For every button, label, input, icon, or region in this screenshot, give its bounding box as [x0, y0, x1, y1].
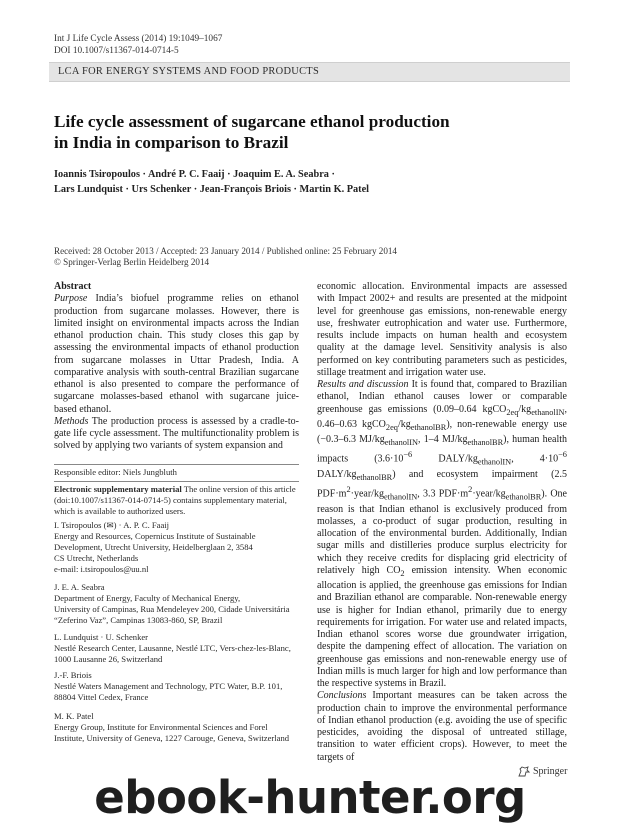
- abstract-purpose: [54, 293, 299, 416]
- conclusions-text: Important measures can be taken across the production chain to improve the environmental performance of Indian ethanol production (e.g. avoiding the use of specific pesticides, avoiding the disposal of untreated stillage, transition to water efficient crops). However, to meet the targets of: [317, 690, 567, 763]
- affiliation-line: 88804 Vittel Cedex, France: [54, 691, 149, 702]
- results-text: DALY/kg: [317, 468, 357, 480]
- affiliation-line: University of Campinas, Rua Mendeleyev 200, Cidade Universitária: [54, 603, 290, 614]
- results-text: ), human health impacts (3.6·10: [317, 434, 568, 465]
- footnote-rule: [54, 464, 299, 465]
- abstract-left-column: [54, 281, 299, 453]
- article-title: [54, 111, 574, 153]
- received-line: Received: 28 October 2013 / Accepted: 23 January 2014 / Published online: 25 February 2014: [54, 246, 397, 256]
- publication-dates: [54, 246, 397, 268]
- doi-line: DOI 10.1007/s11367-014-0714-5: [54, 46, 179, 56]
- authors-line-1: Ioannis Tsiropoulos · André P. C. Faaij · Joaquim E. A. Seabra ·: [54, 169, 335, 180]
- affiliation-line: CS Utrecht, Netherlands: [54, 552, 139, 563]
- copyright-line: © Springer-Verlag Berlin Heidelberg 2014: [54, 257, 210, 267]
- results-text: It is found that, compared to Brazilian ethanol, Indian ethanol causes lower or comparable greenhouse gas emissions (0.09–0.64 kgCO: [317, 379, 567, 415]
- results-text: DALY/kg: [412, 453, 478, 465]
- results-text: , 0.46–0.63 kgCO: [317, 403, 567, 430]
- results-text: ) and ecosystem impairment (2.5 PDF·m: [317, 468, 567, 500]
- subscript: 2: [400, 568, 405, 578]
- journal-header: [54, 33, 222, 57]
- results-text: ·year/kg: [350, 488, 384, 500]
- esm-text: The online version of this article (doi:10.1007/s11367-014-0714-5) contains supplementary material, which is available to authorized users.: [54, 484, 296, 516]
- responsible-editor: Responsible editor: Niels Jungbluth: [54, 467, 177, 477]
- affiliation-names: J. E. A. Seabra: [54, 582, 105, 592]
- journal-citation: Int J Life Cycle Assess (2014) 19:1049–1067: [54, 34, 223, 44]
- subscript: ethanolBR: [467, 438, 504, 447]
- subscript: ethanolIN: [383, 492, 418, 502]
- footnote-rule: [54, 481, 299, 482]
- subscript: ethanolIN: [531, 407, 565, 417]
- abstract-heading: Abstract: [54, 281, 92, 292]
- superscript: −6: [403, 450, 413, 460]
- methods-label: Methods: [54, 415, 89, 427]
- affiliation-5: [54, 711, 304, 744]
- results-text: , 1–4 MJ/kg: [418, 434, 468, 445]
- email-line: e-mail: i.tsiropoulos@uu.nl: [54, 563, 149, 574]
- title-line-1: Life cycle assessment of sugarcane ethanol production: [54, 112, 450, 131]
- abstract-conclusions: [317, 690, 567, 764]
- affiliation-line: 1000 Lausanne 26, Switzerland: [54, 653, 163, 664]
- results-text: /kg: [397, 418, 411, 430]
- results-text: emission intensity. When economic allocation is applied, the greenhouse gas emissions for Indian and Brazilian ethanol are comparable. Non-renewable energy use is higher for Indian ethanol, primarily due to energy requirements for irrigation. For water use and related impacts, Indian ethanol scores worse due groundwater irrigation, despite the dampening effect of allocation. The variation on greenhouse gas emissions and non-renewable energy use of Indian mills is much larger for high and low performance than the respective systems in Brazil.: [317, 564, 567, 690]
- results-text: , 4·10: [511, 453, 559, 465]
- subscript: 2eq: [385, 422, 398, 432]
- superscript: 2: [468, 485, 473, 495]
- affiliation-1: [54, 520, 304, 575]
- affiliation-2: [54, 582, 304, 626]
- affiliation-names: L. Lundquist · U. Schenker: [54, 632, 149, 642]
- methods-text: The production process is assessed by a cradle-to-gate life cycle assessment. The multifunctionality problem is solved by applying two variants of system expansion and: [54, 415, 299, 452]
- results-text: , 3.3 PDF·m: [417, 488, 469, 500]
- affiliation-3: [54, 632, 304, 665]
- affiliation-line: Nestlé Waters Management and Technology, PTC Water, B.P. 101,: [54, 680, 283, 691]
- subscript: ethanolBR: [410, 422, 447, 432]
- affiliation-4: [54, 670, 304, 703]
- results-text: /kg: [518, 403, 532, 415]
- purpose-label: Purpose: [54, 293, 88, 305]
- esm-heading: Electronic supplementary material: [54, 484, 182, 494]
- conclusions-label: Conclusions: [317, 690, 367, 702]
- affiliation-line: Nestlé Research Center, Lausanne, Nestlé LTC, Vers-chez-les-Blanc,: [54, 642, 291, 653]
- subscript: ethanolBR: [356, 472, 393, 482]
- affiliation-names: M. K. Patel: [54, 711, 94, 721]
- methods-continuation: economic allocation. Environmental impacts are assessed with Impact 2002+ and results are presented at the midpoint level for greenhouse gas emissions, non-renewable energy use, freshwater eutrophication and water use. Furthermore, results include impacts on human health and ecosystem quality at the damage level. Sensitivity analysis is also performed on key contributing parameters such as pesticides, stillage treatment and irrigation water use.: [317, 281, 567, 378]
- superscript: −6: [558, 450, 567, 460]
- abstract-results: [317, 379, 567, 690]
- subscript: ethanolIN: [384, 438, 419, 447]
- title-line-2: in India in comparison to Brazil: [54, 133, 289, 152]
- affiliation-line: Department of Energy, Faculty of Mechanical Energy,: [54, 592, 241, 603]
- subscript: ethanolIN: [477, 457, 512, 467]
- affiliation-line: Energy and Resources, Copernicus Institute of Sustainable: [54, 530, 256, 541]
- results-text: ·year/kg: [472, 488, 506, 500]
- affiliation-line: Development, Utrecht University, Heidelberglaan 2, 3584: [54, 541, 253, 552]
- author-list: [54, 167, 574, 197]
- affiliation-names: I. Tsiropoulos (✉) · A. P. C. Faaij: [54, 520, 170, 530]
- subscript: ethanolBR: [505, 492, 542, 502]
- abstract-methods: [54, 416, 299, 453]
- affiliation-line: Institute, University of Geneva, 1227 Carouge, Geneva, Switzerland: [54, 732, 290, 743]
- section-label: LCA FOR ENERGY SYSTEMS AND FOOD PRODUCTS: [58, 66, 320, 77]
- affiliation-names: J.-F. Briois: [54, 670, 92, 680]
- section-banner: [49, 62, 570, 82]
- authors-line-2: Lars Lundquist · Urs Schenker · Jean-François Briois · Martin K. Patel: [54, 184, 370, 195]
- subscript: 2eq: [506, 407, 519, 417]
- publisher-name: Springer: [533, 766, 568, 777]
- abstract-right-column: [317, 281, 567, 764]
- affiliation-line: Energy Group, Institute for Environmental Sciences and Forel: [54, 721, 268, 732]
- superscript: 2: [346, 485, 351, 495]
- affiliation-line: “Zeferino Vaz”, Campinas 13083-860, SP, Brazil: [54, 614, 223, 625]
- results-text: ). One reason is that Indian ethanol is exclusively produced from molasses, a co-product of sugar production, resulting in allocation of the environmental burden. Additionally, Indian sugar mills and distilleries produce surplus electricity for which they receive credits for displacing grid electricity of relatively high CO: [317, 488, 567, 576]
- results-label: Results and discussion: [317, 379, 409, 390]
- watermark-text: ebook-hunter.org: [94, 771, 526, 824]
- purpose-text: India’s biofuel programme relies on ethanol production from sugarcane molasses. However, there is limited insight on environmental impacts across the Indian ethanol production chain. This study closes this gap by assessing the environmental impacts of ethanol production from sugarcane molasses in Uttar Pradesh, India. A comparative analysis with south-central Brazilian sugarcane ethanol is also presented to compare the performance of sugarcane molasses-based ethanol with sugarcane juice-based ethanol.: [54, 293, 299, 415]
- results-text: ), non-renewable energy use (−0.3–6.3 MJ/kg: [317, 418, 567, 445]
- esm-note: [54, 484, 304, 517]
